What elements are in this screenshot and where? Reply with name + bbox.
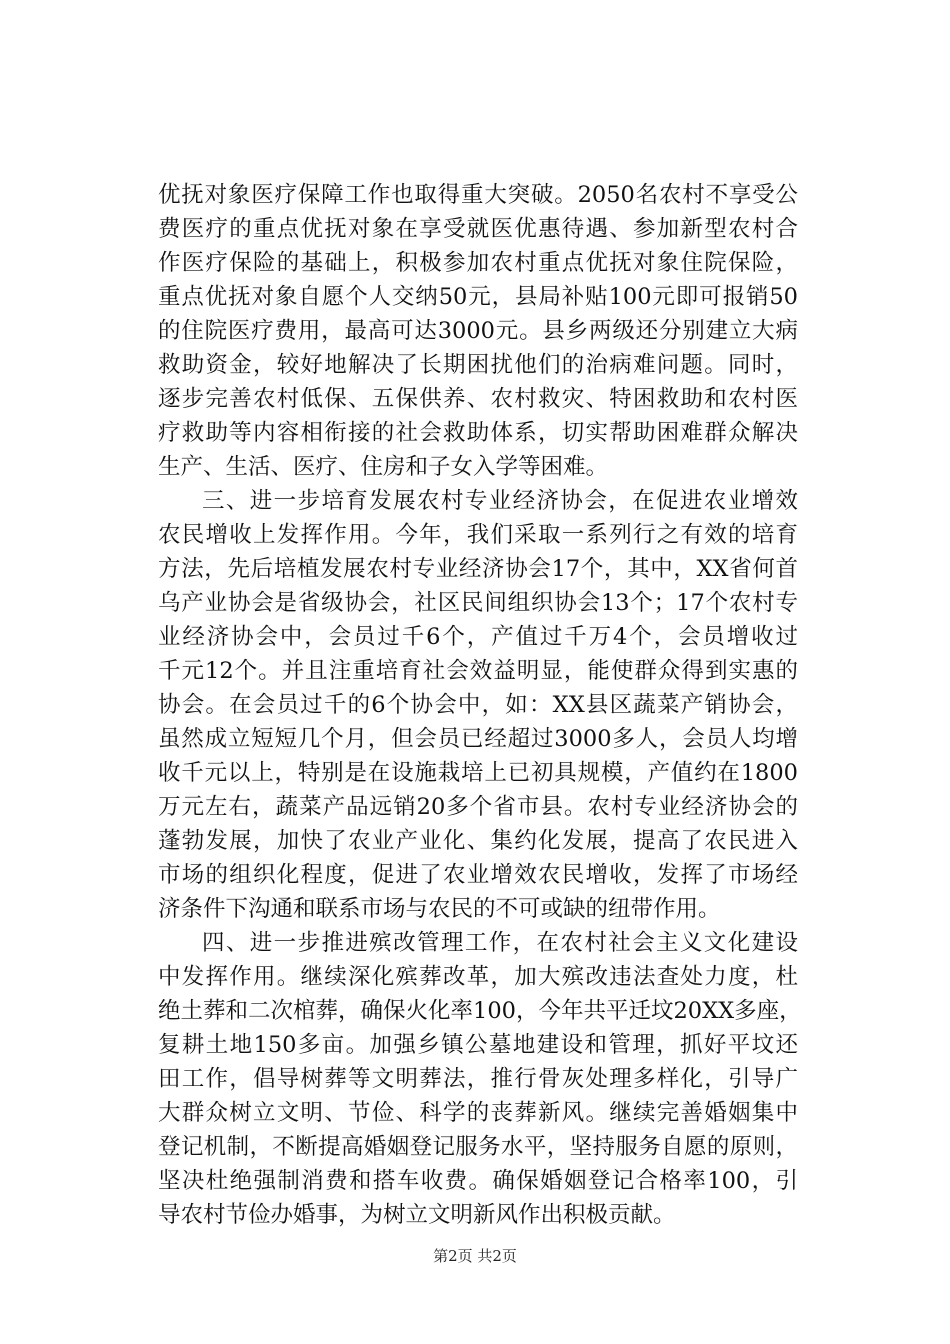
text-line: 协会。在会员过千的6个协会中，如：XX县区蔬菜产销协会， [158, 692, 798, 718]
text-line: 方法，先后培植发展农村专业经济协会17个，其中，XX省何首 [158, 556, 798, 582]
text-line: 疗救助等内容相衔接的社会救助体系，切实帮助困难群众解决 [158, 420, 798, 446]
text-line: 登记机制，不断提高婚姻登记服务水平，坚持服务自愿的原则， [158, 1134, 798, 1160]
paragraph-funeral-reform [158, 926, 802, 1232]
page-number-indicator: 第2页 共2页 [433, 1247, 517, 1265]
text-line: 四、进一步推进殡改管理工作，在农村社会主义文化建设 [202, 930, 798, 956]
text-line: 济条件下沟通和联系市场与农民的不可或缺的纽带作用。 [158, 896, 721, 922]
text-line: 导农村节俭办婚事，为树立文明新风作出积极贡献。 [158, 1202, 676, 1228]
text-line: 坚决杜绝强制消费和搭车收费。确保婚姻登记合格率100，引 [158, 1168, 798, 1194]
text-line: 救助资金，较好地解决了长期困扰他们的治病难问题。同时， [158, 352, 798, 378]
text-line: 乌产业协会是省级协会，社区民间组织协会13个；17个农村专 [158, 590, 798, 616]
text-line: 田工作，倡导树葬等文明葬法，推行骨灰处理多样化，引导广 [158, 1066, 798, 1092]
text-line: 复耕土地150多亩。加强乡镇公墓地建设和管理，抓好平坟还 [158, 1032, 798, 1058]
text-line: 重点优抚对象自愿个人交纳50元，县局补贴100元即可报销50 [158, 284, 798, 310]
text-line: 千元12个。并且注重培育社会效益明显，能使群众得到实惠的 [158, 658, 798, 684]
text-line: 优抚对象医疗保障工作也取得重大突破。2050名农村不享受公 [158, 182, 798, 208]
text-line: 的住院医疗费用，最高可达3000元。县乡两级还分别建立大病 [158, 318, 798, 344]
text-line: 市场的组织化程度，促进了农业增效农民增收，发挥了市场经 [158, 862, 798, 888]
text-line: 逐步完善农村低保、五保供养、农村救灾、特困救助和农村医 [158, 386, 798, 412]
text-line: 费医疗的重点优抚对象在享受就医优惠待遇、参加新型农村合 [158, 216, 798, 242]
text-line: 农民增收上发挥作用。今年，我们采取一系列行之有效的培育 [158, 522, 798, 548]
text-line: 收千元以上，特别是在设施栽培上已初具规模，产值约在1800 [158, 760, 798, 786]
paragraph-medical-security [158, 178, 798, 484]
text-line: 中发挥作用。继续深化殡葬改革，加大殡改违法查处力度，杜 [158, 964, 798, 990]
text-line: 蓬勃发展，加快了农业产业化、集约化发展，提高了农民进入 [158, 828, 798, 854]
page-footer [0, 1246, 950, 1266]
document-body [158, 178, 802, 1232]
text-line: 作医疗保险的基础上，积极参加农村重点优抚对象住院保险， [158, 250, 798, 276]
text-line: 生产、生活、医疗、住房和子女入学等困难。 [158, 454, 609, 480]
text-line: 虽然成立短短几个月，但会员已经超过3000多人，会员人均增 [158, 726, 798, 752]
paragraph-economic-associations [158, 484, 798, 926]
text-line: 绝土葬和二次棺葬，确保火化率100，今年共平迁坟20XX多座， [158, 998, 802, 1024]
text-line: 三、进一步培育发展农村专业经济协会，在促进农业增效 [202, 488, 798, 514]
text-line: 万元左右，蔬菜产品远销20多个省市县。农村专业经济协会的 [158, 794, 798, 820]
text-line: 大群众树立文明、节俭、科学的丧葬新风。继续完善婚姻集中 [158, 1100, 798, 1126]
text-line: 业经济协会中，会员过千6个，产值过千万4个，会员增收过 [158, 624, 798, 650]
